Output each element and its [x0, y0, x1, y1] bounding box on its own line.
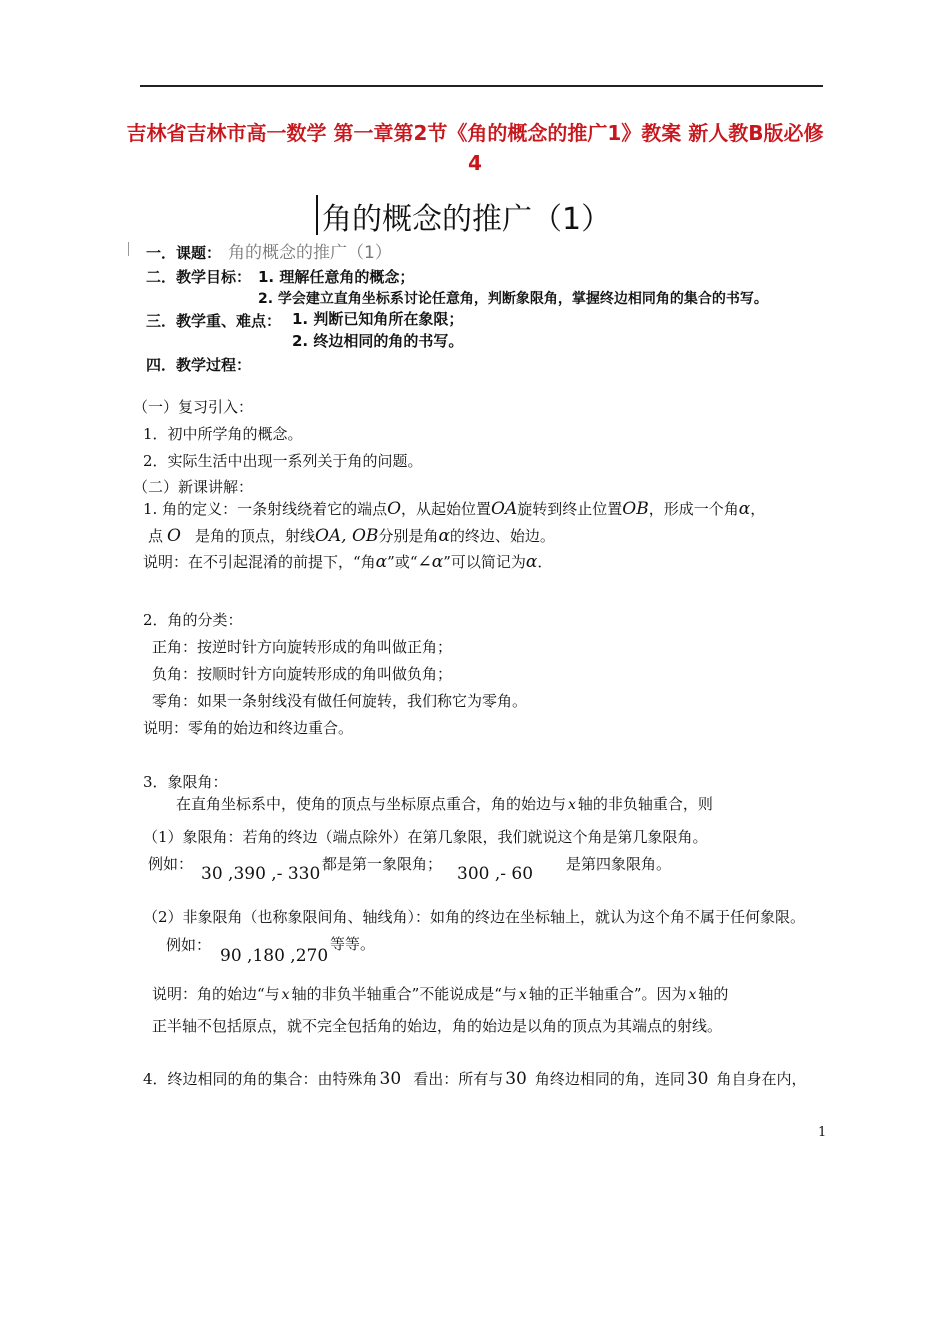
def-text-1: 1. 角的定义：一条射线绕着它的端点 [143, 500, 388, 518]
note1-text-2: ”或“ [387, 553, 418, 571]
text-cursor [316, 195, 318, 235]
note-part-1: 说明：角的始边“与 [152, 985, 280, 1003]
non-quadrant-def: （2）非象限角（也称象限间角、轴线角）：如角的终边在坐标轴上，就认为这个角不属于任何象限。 [143, 908, 806, 926]
notation-note [143, 551, 552, 572]
goal-2: 2. 学会建立直角坐标系讨论任意角，判断象限角，掌握终边相同角的集合的书写。 [258, 291, 768, 307]
goal-1: 1. 理解任意角的概念； [258, 268, 415, 286]
coterminal-text-3: 角终边相同的角，连同 [534, 1070, 685, 1088]
ray-ob: OB [622, 499, 649, 519]
x-symbol-3: x [688, 987, 697, 1003]
negative-angle: 负角：按顺时针方向旋转形成的角叫做负角； [152, 665, 453, 683]
zero-angle: 零角：如果一条射线没有做任何旋转，我们称它为零角。 [152, 692, 528, 710]
alpha-symbol-4: α [525, 552, 538, 572]
key-point-1: 1. 判断已知角所在象限； [292, 310, 464, 328]
point-o: O [387, 499, 402, 519]
coterminal-text-2: 看出：所有与 [413, 1070, 504, 1088]
document-title: 吉林省吉林市高一数学 第一章第2节《角的概念的推广1》教案 新人教B版必修4 [126, 121, 824, 175]
fourth-quadrant-values: 300 ,- 60 [457, 864, 534, 884]
angle-30-b: 30 [505, 1069, 527, 1089]
fourth-quadrant-text: 是第四象限角。 [566, 855, 672, 873]
angle-30-a: 30 [379, 1069, 402, 1089]
goals-label: 二．教学目标： [146, 268, 252, 286]
ray-oa: OA [491, 499, 518, 519]
page-number: 1 [818, 1125, 827, 1140]
axis-angle-values: 90 ,180 ,270 [220, 946, 329, 966]
quadrant-intro-1: 在直角坐标系中，使角的顶点与坐标原点重合，角的始边与 [176, 795, 567, 813]
definition-line-2 [148, 525, 555, 546]
topic-label: 一．课题： [146, 244, 222, 262]
quadrant-angle-def: （1）象限角：若角的终边（端点除外）在第几象限，我们就说这个角是第几象限角。 [143, 828, 708, 846]
x-symbol-1: x [281, 987, 290, 1003]
vertex-o: O [167, 526, 181, 546]
alpha-symbol: α [738, 499, 751, 519]
initial-side-note [152, 983, 728, 1004]
quadrant-intro [176, 793, 713, 814]
margin-mark [128, 242, 129, 256]
quadrant-intro-2: 轴的非负轴重合，则 [577, 795, 713, 813]
x-axis-symbol: x [568, 797, 576, 813]
example-label-1: 例如： [148, 855, 194, 873]
zero-angle-note: 说明：零角的始边和终边重合。 [143, 719, 354, 737]
def2-text-4: 的终边、始边。 [449, 527, 555, 545]
coterminal-line [143, 1068, 807, 1089]
def-text-3: 旋转到终止位置 [517, 500, 623, 518]
first-quadrant-values: 30 ,390 ,- 330 [201, 864, 321, 884]
alpha-symbol-3: α [375, 552, 388, 572]
angle-alpha-symbol: ∠α [417, 552, 444, 572]
key-points-label: 三．教学重、难点： [146, 312, 282, 330]
note1-end: ． [537, 553, 553, 571]
first-quadrant-text: 都是第一象限角； [322, 855, 443, 873]
def2-text-1: 点 [148, 527, 164, 545]
note-part-4: 轴的 [698, 985, 729, 1003]
initial-side-note-2: 正半轴不包括原点，就不完全包括角的始边，角的始边是以角的顶点为其端点的射线。 [152, 1017, 723, 1035]
topic-value: 角的概念的推广（1） [228, 243, 392, 263]
main-title: 角的概念的推广（1） [322, 202, 612, 237]
def-text-4: ，形成一个角 [648, 500, 739, 518]
key-point-2: 2. 终边相同的角的书写。 [292, 332, 464, 350]
review-item-2: 2．实际生活中出现一系列关于角的问题。 [143, 452, 423, 470]
review-heading: （一）复习引入： [133, 398, 254, 416]
header-rule [140, 85, 823, 87]
quadrant-heading: 3．象限角： [143, 773, 228, 791]
new-lesson-heading: （二）新课讲解： [133, 478, 254, 496]
process-label: 四．教学过程： [146, 356, 252, 374]
rays-oa-ob: OA, OB [314, 526, 379, 546]
axis-angle-text: 等等。 [330, 935, 376, 953]
def-comma: ， [750, 500, 766, 518]
review-item-1: 1．初中所学角的概念。 [143, 425, 303, 443]
definition-line-1 [143, 498, 765, 519]
def-text-2: ，从起始位置 [401, 500, 492, 518]
note1-text-3: ”可以简记为 [443, 553, 526, 571]
classification-heading: 2．角的分类： [143, 611, 243, 629]
x-symbol-2: x [518, 987, 527, 1003]
def2-text-3: 分别是角 [378, 527, 439, 545]
angle-30-c: 30 [686, 1069, 709, 1089]
note1-text-1: 说明：在不引起混淆的前提下，“角 [143, 553, 376, 571]
coterminal-text-1: 4．终边相同的角的集合：由特殊角 [143, 1070, 378, 1088]
def2-text-2: 是角的顶点，射线 [194, 527, 315, 545]
example-label-2: 例如： [166, 936, 212, 954]
positive-angle: 正角：按逆时针方向旋转形成的角叫做正角； [152, 638, 453, 656]
note-part-2: 轴的非负半轴重合”不能说成是“与 [291, 985, 517, 1003]
note-part-3: 轴的正半轴重合”。因为 [528, 985, 687, 1003]
coterminal-text-4: 角自身在内， [716, 1070, 807, 1088]
alpha-symbol-2: α [438, 526, 450, 546]
